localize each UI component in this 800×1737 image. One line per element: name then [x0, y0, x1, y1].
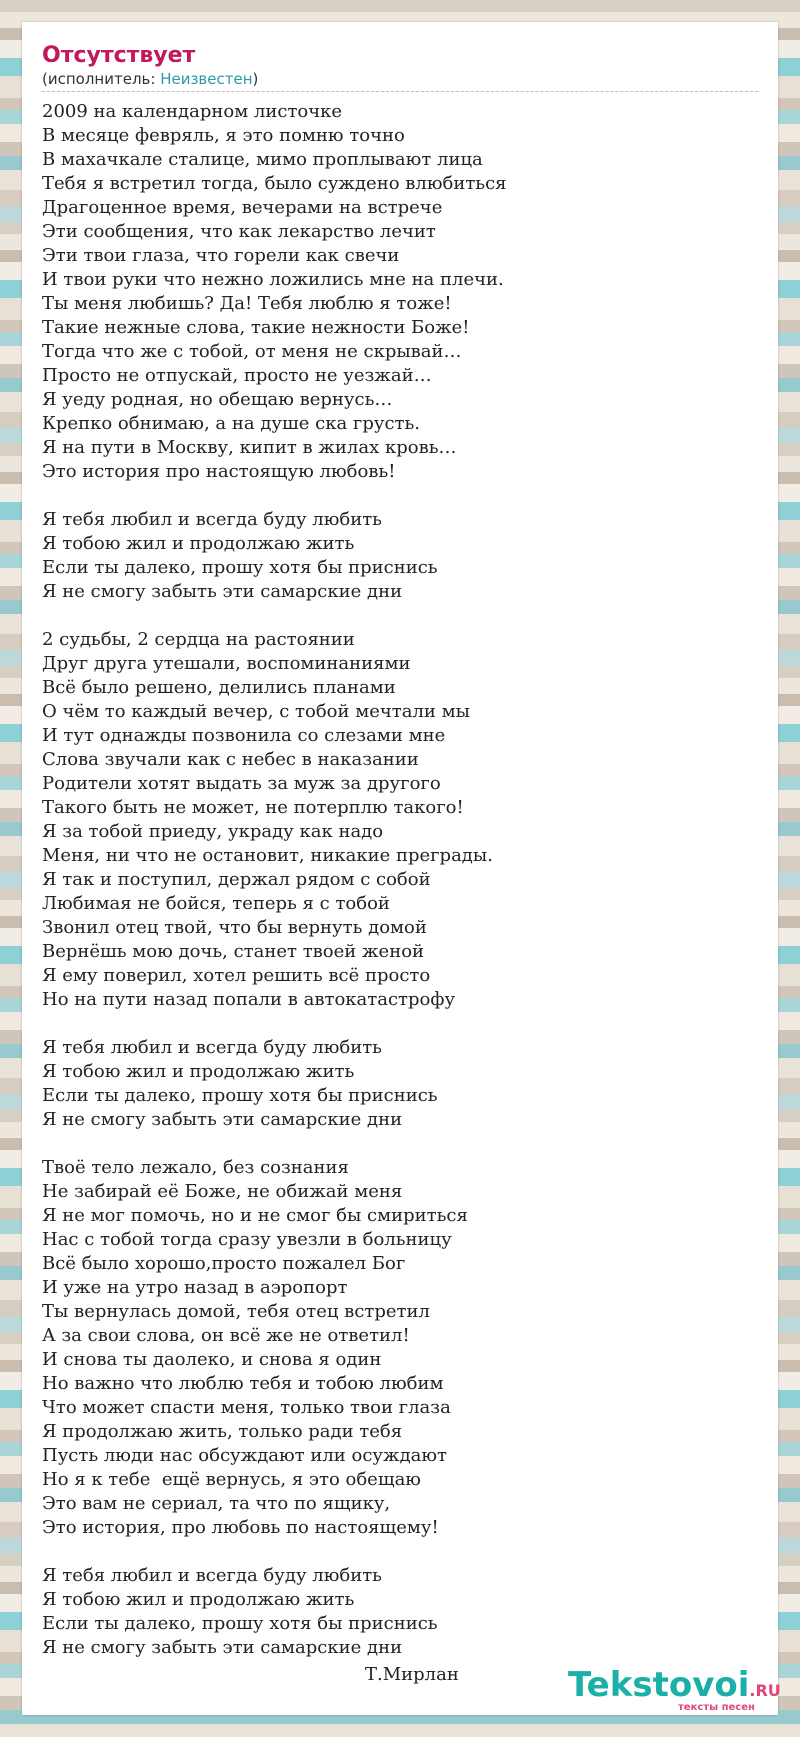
lyrics-line: В махачкале сталице, мимо проплывают лица: [42, 149, 483, 170]
lyrics-line: Я не смогу забыть эти самарские дни: [42, 581, 403, 602]
lyrics-line: Звонил отец твой, что бы вернуть домой: [42, 917, 427, 938]
lyrics-line: 2009 на календарном листочке: [42, 101, 343, 122]
lyrics-line: Не забирай её Боже, не обижай меня: [42, 1181, 403, 1202]
lyrics-line: Эти твои глаза, что горели как свечи: [42, 245, 400, 266]
lyrics-line: Тогда что же с тобой, от меня не скрывай…: [42, 341, 462, 362]
lyrics-line: Друг друга утешали, воспоминаниями: [42, 653, 411, 674]
lyrics-line: Тебя я встретил тогда, было суждено влюбиться: [42, 173, 507, 194]
logo-tld: .RU: [749, 1681, 781, 1700]
lyrics-line: И уже на утро назад в аэропорт: [42, 1277, 348, 1298]
artist-prefix: (исполнитель:: [42, 70, 161, 88]
song-title: Отсутствует: [42, 43, 196, 68]
lyrics-line: И тут однажды позвонила со слезами мне: [42, 725, 446, 746]
site-logo[interactable]: [568, 1667, 788, 1717]
lyrics-line: Я тобою жил и продолжаю жить: [42, 1589, 355, 1610]
lyrics-signature: Т.Мирлан: [365, 1664, 459, 1685]
lyrics-line: Ты меня любишь? Да! Тебя люблю я тоже!: [42, 293, 452, 314]
lyrics-line: Это вам не сериал, та что по ящику,: [42, 1493, 391, 1514]
lyrics-line: Вернёшь мою дочь, станет твоей женой: [42, 941, 425, 962]
lyrics-line: Я тебя любил и всегда буду любить: [42, 1037, 382, 1058]
lyrics-line: Я тобою жил и продолжаю жить: [42, 533, 355, 554]
lyrics-line: Я не мог помочь, но и не смог бы смириться: [42, 1205, 468, 1226]
lyrics-line: Это история про настоящую любовь!: [42, 461, 396, 482]
lyrics-line: Я тебя любил и всегда буду любить: [42, 509, 382, 530]
lyrics-line: Я на пути в Москву, кипит в жилах кровь…: [42, 437, 457, 458]
artist-line: [42, 70, 758, 88]
lyrics-line: Что может спасти меня, только твои глаза: [42, 1397, 451, 1418]
lyrics-line: Меня, ни что не остановит, никакие преграды.: [42, 845, 493, 866]
lyrics-blank-line: [42, 1132, 742, 1156]
lyrics-line: Ты вернулась домой, тебя отец встретил: [42, 1301, 430, 1322]
lyrics-line: О чём то каждый вечер, с тобой мечтали мы: [42, 701, 470, 722]
artist-link[interactable]: Неизвестен: [160, 70, 253, 88]
lyrics-line: Я не смогу забыть эти самарские дни: [42, 1109, 403, 1130]
lyrics-line: И твои руки что нежно ложились мне на плечи.: [42, 269, 504, 290]
lyrics-line: Я так и поступил, держал рядом с собой: [42, 869, 431, 890]
lyrics-line: Такого быть не может, не потерплю такого!: [42, 797, 464, 818]
lyrics-card: [22, 22, 781, 1715]
lyrics-line: Просто не отпускай, просто не уезжай…: [42, 365, 432, 386]
lyrics-line: Нас с тобой тогда сразу увезли в больницу: [42, 1229, 452, 1250]
lyrics-line: Я продолжаю жить, только ради тебя: [42, 1421, 403, 1442]
lyrics-line: Если ты далеко, прошу хотя бы приснись: [42, 557, 438, 578]
lyrics-text: [42, 100, 742, 1660]
lyrics-line: Я за тобой приеду, украду как надо: [42, 821, 384, 842]
lyrics-line: Всё было хорошо,просто пожалел Бог: [42, 1253, 406, 1274]
lyrics-line: Твоё тело лежало, без сознания: [42, 1157, 349, 1178]
lyrics-line: Но на пути назад попали в автокатастрофу: [42, 989, 456, 1010]
lyrics-line: 2 судьбы, 2 сердца на растоянии: [42, 629, 355, 650]
lyrics-line: Родители хотят выдать за муж за другого: [42, 773, 441, 794]
lyrics-line: А за свои слова, он всё же не ответил!: [42, 1325, 410, 1346]
lyrics-line: Я тебя любил и всегда буду любить: [42, 1565, 382, 1586]
lyrics-line: Я ему поверил, хотел решить всё просто: [42, 965, 431, 986]
lyrics-line: И снова ты даолеко, и снова я один: [42, 1349, 382, 1370]
lyrics-blank-line: [42, 1012, 742, 1036]
lyrics-line: Но я к тебе ещё вернусь, я это обещаю: [42, 1469, 421, 1490]
lyrics-line: Если ты далеко, прошу хотя бы приснись: [42, 1085, 438, 1106]
song-header: [42, 42, 758, 92]
artist-suffix: ): [252, 70, 259, 88]
lyrics-line: Драгоценное время, вечерами на встрече: [42, 197, 443, 218]
logo-wordmark: Tekstovoi: [568, 1665, 750, 1705]
lyrics-line: Я уеду родная, но обещаю вернусь…: [42, 389, 393, 410]
lyrics-line: Но важно что люблю тебя и тобою любим: [42, 1373, 444, 1394]
lyrics-line: Слова звучали как с небес в наказании: [42, 749, 419, 770]
lyrics-blank-line: [42, 1540, 742, 1564]
lyrics-line: Я не смогу забыть эти самарские дни: [42, 1637, 403, 1658]
lyrics-blank-line: [42, 604, 742, 628]
lyrics-blank-line: [42, 484, 742, 508]
lyrics-line: Крепко обнимаю, а на душе ска грусть.: [42, 413, 420, 434]
lyrics-line: Это история, про любовь по настоящему!: [42, 1517, 439, 1538]
lyrics-line: Если ты далеко, прошу хотя бы приснись: [42, 1613, 438, 1634]
lyrics-line: Такие нежные слова, такие нежности Боже!: [42, 317, 470, 338]
lyrics-line: Любимая не бойся, теперь я с тобой: [42, 893, 390, 914]
lyrics-line: Пусть люди нас обсуждают или осуждают: [42, 1445, 448, 1466]
lyrics-line: Я тобою жил и продолжаю жить: [42, 1061, 355, 1082]
lyrics-line: В месяце февряль, я это помню точно: [42, 125, 405, 146]
lyrics-line: Всё было решено, делились планами: [42, 677, 396, 698]
lyrics-line: Эти сообщения, что как лекарство лечит: [42, 221, 436, 242]
logo-subtitle: тексты песен: [678, 1702, 755, 1713]
